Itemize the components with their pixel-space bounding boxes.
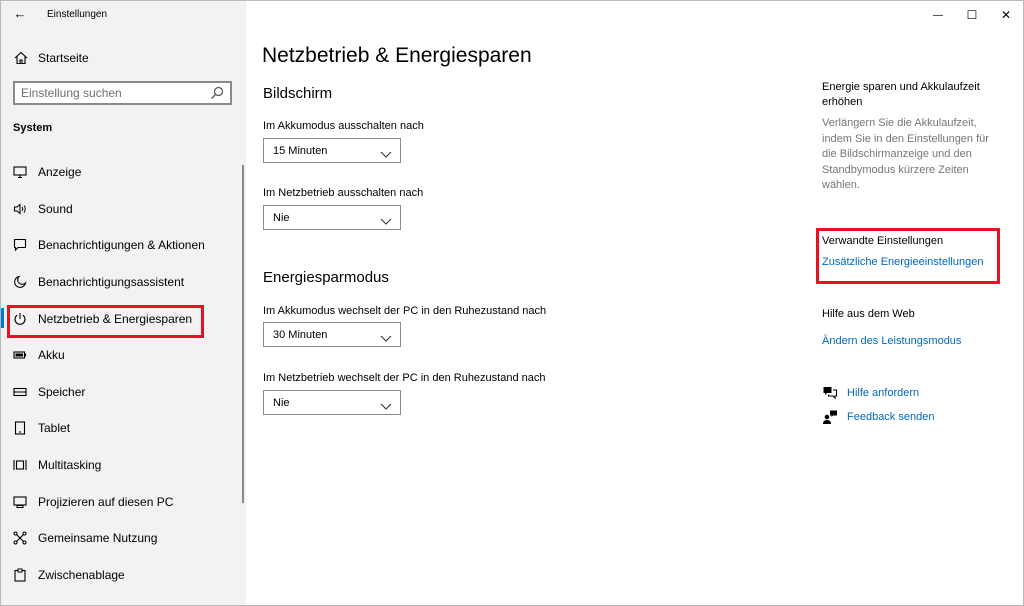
close-icon: ✕ [1000, 8, 1012, 22]
search-icon[interactable] [210, 86, 224, 100]
sidebar-item-zwischenablage[interactable] [1, 557, 246, 594]
sidebar-item-multitasking[interactable] [1, 447, 246, 484]
chevron-down-icon [380, 330, 392, 340]
get-help-link[interactable] [822, 385, 919, 401]
dropdown-value: 30 Minuten [273, 329, 328, 341]
sidebar-item-speicher[interactable] [1, 374, 246, 411]
speaker-icon [13, 202, 27, 216]
page-title: Netzbetrieb & Energiesparen [262, 44, 532, 67]
sidebar-item-label: Akku [38, 348, 65, 363]
project-icon [13, 495, 27, 509]
chevron-down-icon [380, 213, 392, 223]
description-line: indem Sie in den Einstellungen für [822, 132, 989, 145]
sleep-battery-label: Im Akkumodus wechselt der PC in den Ruhezustand nach [263, 305, 547, 317]
additional-power-settings-link[interactable]: Zusätzliche Energieeinstellungen [822, 256, 984, 268]
sidebar-item-akku[interactable] [1, 337, 246, 374]
feedback-label: Feedback senden [847, 411, 935, 423]
sidebar-item-assistent[interactable] [1, 264, 246, 301]
web-help-heading: Hilfe aus dem Web [822, 308, 915, 320]
storage-icon [13, 385, 27, 399]
feedback-icon [822, 409, 838, 425]
minimize-icon: — [933, 9, 943, 21]
get-help-label: Hilfe anfordern [847, 387, 920, 399]
maximize-icon: ☐ [966, 8, 978, 22]
app-title: Einstellungen [47, 9, 108, 20]
dropdown-value: Nie [273, 397, 290, 409]
sidebar-item-label: Netzbetrieb & Energiesparen [38, 311, 193, 326]
sidebar-item-label: Startseite [38, 51, 89, 65]
description-line: die Bildschirmanzeige und den [822, 148, 972, 160]
back-arrow-icon: ← [13, 6, 27, 21]
sidebar-item-gemeinsam[interactable] [1, 520, 246, 557]
description-line: Verlängern Sie die Akkulaufzeit, [822, 117, 977, 129]
sidebar-item-netzbetrieb[interactable] [1, 300, 246, 337]
screen-battery-label: Im Akkumodus ausschalten nach [263, 120, 424, 132]
sidebar-item-label: Sound [38, 201, 73, 216]
sidebar-item-sound[interactable] [1, 191, 246, 228]
description-line: wählen. [822, 179, 860, 191]
window-controls [921, 1, 1023, 29]
screen-plugged-dropdown[interactable] [263, 205, 401, 230]
sidebar-item-label: Speicher [38, 384, 86, 399]
sidebar-item-label: Benachrichtigungsassistent [38, 275, 185, 290]
save-energy-heading-line: Energie sparen und Akkulaufzeit [822, 81, 980, 93]
sidebar-item-home[interactable] [13, 47, 89, 69]
selection-indicator [1, 308, 4, 328]
save-energy-description [822, 116, 1007, 194]
chevron-down-icon [380, 398, 392, 408]
back-button[interactable] [9, 3, 31, 25]
notification-icon [13, 238, 27, 252]
search-input[interactable] [21, 85, 201, 101]
sidebar-item-label: Gemeinsame Nutzung [38, 531, 158, 546]
related-settings-heading: Verwandte Einstellungen [822, 235, 944, 247]
nav-list [1, 154, 246, 593]
battery-icon [13, 348, 27, 362]
display-icon [13, 165, 27, 179]
sidebar-item-benachrichtigungen[interactable] [1, 227, 246, 264]
dropdown-value: Nie [273, 212, 290, 224]
sidebar [1, 1, 246, 606]
sleep-battery-dropdown[interactable] [263, 322, 401, 347]
maximize-button[interactable] [955, 1, 989, 29]
sidebar-item-tablet[interactable] [1, 410, 246, 447]
performance-mode-link[interactable]: Ändern des Leistungsmodus [822, 335, 962, 347]
tablet-icon [13, 421, 27, 435]
sidebar-item-label: Tablet [38, 421, 71, 436]
close-button[interactable] [989, 1, 1023, 29]
sidebar-item-label: Zwischenablage [38, 567, 125, 582]
sidebar-item-label: Anzeige [38, 165, 82, 180]
search-box[interactable] [13, 81, 232, 105]
screen-plugged-label: Im Netzbetrieb ausschalten nach [263, 187, 424, 199]
sleep-plugged-dropdown[interactable] [263, 390, 401, 415]
help-chat-icon [822, 385, 838, 401]
save-energy-heading [822, 80, 980, 110]
sidebar-item-projizieren[interactable] [1, 483, 246, 520]
sidebar-item-label: Benachrichtigungen & Aktionen [38, 238, 205, 253]
sleep-plugged-label: Im Netzbetrieb wechselt der PC in den Ruhezustand nach [263, 372, 546, 384]
sidebar-item-anzeige[interactable] [1, 154, 246, 191]
right-panel [822, 1, 1012, 606]
section-title-energiesparmodus: Energiesparmodus [263, 269, 389, 286]
sidebar-scrollbar[interactable] [242, 165, 244, 503]
home-icon [13, 50, 29, 66]
section-label: System [13, 122, 53, 134]
description-line: Standbymodus kürzere Zeiten [822, 163, 969, 176]
sidebar-item-label: Projizieren auf diesen PC [38, 494, 174, 509]
sidebar-item-label: Multitasking [38, 458, 102, 473]
clipboard-icon [13, 568, 27, 582]
power-icon [13, 312, 27, 326]
shared-icon [13, 531, 27, 545]
moon-icon [13, 275, 27, 289]
section-title-bildschirm: Bildschirm [263, 85, 333, 102]
save-energy-heading-line: erhöhen [822, 96, 863, 108]
chevron-down-icon [380, 146, 392, 156]
multitasking-icon [13, 458, 27, 472]
minimize-button[interactable] [921, 1, 955, 29]
screen-battery-dropdown[interactable] [263, 138, 401, 163]
dropdown-value: 15 Minuten [273, 145, 328, 157]
feedback-link[interactable] [822, 409, 934, 425]
